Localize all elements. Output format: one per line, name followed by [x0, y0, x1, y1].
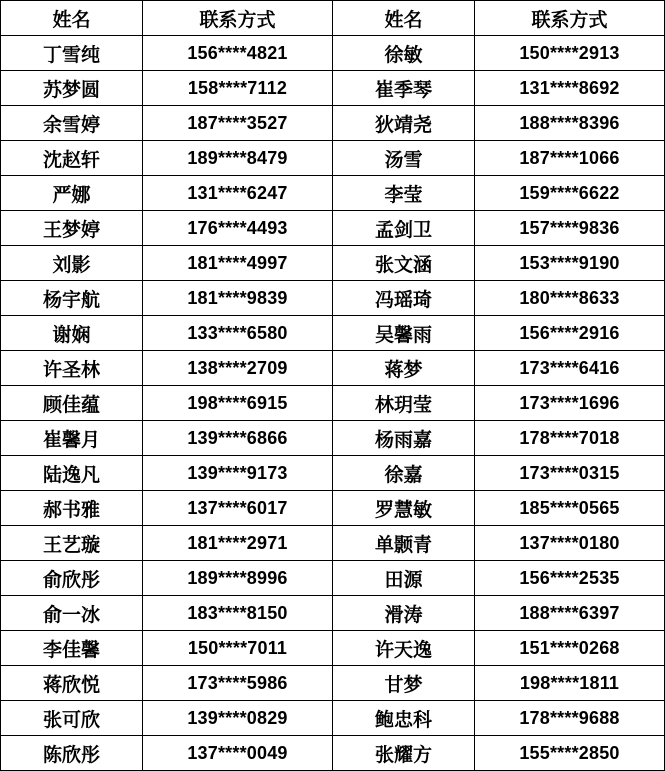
table-row	[1, 526, 665, 561]
table-row	[1, 211, 665, 246]
cell-contact: 138****2709	[143, 351, 333, 386]
cell-name: 顾佳蕴	[1, 386, 143, 421]
cell-name: 林玥莹	[333, 386, 475, 421]
cell-contact: 189****8479	[143, 141, 333, 176]
cell-name: 李佳馨	[1, 631, 143, 666]
table-row	[1, 281, 665, 316]
cell-name: 甘梦	[333, 666, 475, 701]
cell-name: 杨宇航	[1, 281, 143, 316]
cell-contact: 131****8692	[475, 71, 665, 106]
cell-contact: 189****8996	[143, 561, 333, 596]
cell-contact: 187****1066	[475, 141, 665, 176]
cell-contact: 150****2913	[475, 36, 665, 71]
cell-contact: 180****8633	[475, 281, 665, 316]
table-row	[1, 106, 665, 141]
cell-contact: 178****7018	[475, 421, 665, 456]
cell-name: 徐嘉	[333, 456, 475, 491]
cell-name: 汤雪	[333, 141, 475, 176]
table-row	[1, 701, 665, 736]
cell-name: 张文涵	[333, 246, 475, 281]
table-row	[1, 36, 665, 71]
cell-contact: 139****6866	[143, 421, 333, 456]
table-header-row	[1, 1, 665, 36]
column-header-name-2: 姓名	[333, 1, 475, 36]
cell-name: 严娜	[1, 176, 143, 211]
table-body	[1, 36, 665, 771]
cell-contact: 133****6580	[143, 316, 333, 351]
cell-contact: 158****7112	[143, 71, 333, 106]
cell-contact: 188****6397	[475, 596, 665, 631]
table-row	[1, 456, 665, 491]
table-row	[1, 421, 665, 456]
cell-name: 崔季琴	[333, 71, 475, 106]
cell-contact: 181****2971	[143, 526, 333, 561]
table-row	[1, 736, 665, 771]
cell-name: 李莹	[333, 176, 475, 211]
cell-name: 谢娴	[1, 316, 143, 351]
cell-contact: 181****9839	[143, 281, 333, 316]
cell-contact: 156****2916	[475, 316, 665, 351]
cell-contact: 198****1811	[475, 666, 665, 701]
cell-contact: 178****9688	[475, 701, 665, 736]
cell-name: 刘影	[1, 246, 143, 281]
cell-contact: 198****6915	[143, 386, 333, 421]
cell-contact: 156****4821	[143, 36, 333, 71]
cell-name: 孟剑卫	[333, 211, 475, 246]
cell-name: 丁雪纯	[1, 36, 143, 71]
cell-contact: 150****7011	[143, 631, 333, 666]
table-row	[1, 246, 665, 281]
cell-name: 杨雨嘉	[333, 421, 475, 456]
cell-name: 崔馨月	[1, 421, 143, 456]
table-row	[1, 491, 665, 526]
cell-name: 张耀方	[333, 736, 475, 771]
cell-name: 苏梦圆	[1, 71, 143, 106]
table-row	[1, 71, 665, 106]
cell-name: 滑涛	[333, 596, 475, 631]
cell-contact: 151****0268	[475, 631, 665, 666]
table-row	[1, 386, 665, 421]
cell-contact: 137****6017	[143, 491, 333, 526]
cell-name: 俞一冰	[1, 596, 143, 631]
cell-name: 田源	[333, 561, 475, 596]
table-row	[1, 561, 665, 596]
cell-name: 陈欣彤	[1, 736, 143, 771]
cell-contact: 156****2535	[475, 561, 665, 596]
cell-name: 陆逸凡	[1, 456, 143, 491]
cell-contact: 137****0049	[143, 736, 333, 771]
cell-name: 罗慧敏	[333, 491, 475, 526]
table-row	[1, 351, 665, 386]
table-row	[1, 631, 665, 666]
table-row	[1, 596, 665, 631]
table-row	[1, 666, 665, 701]
column-header-contact-2: 联系方式	[475, 1, 665, 36]
table-row	[1, 316, 665, 351]
cell-contact: 183****8150	[143, 596, 333, 631]
cell-contact: 137****0180	[475, 526, 665, 561]
cell-name: 徐敏	[333, 36, 475, 71]
column-header-name-1: 姓名	[1, 1, 143, 36]
cell-name: 蒋梦	[333, 351, 475, 386]
cell-name: 狄靖尧	[333, 106, 475, 141]
cell-name: 吴馨雨	[333, 316, 475, 351]
cell-name: 蒋欣悦	[1, 666, 143, 701]
cell-contact: 173****5986	[143, 666, 333, 701]
cell-name: 鲍忠科	[333, 701, 475, 736]
cell-name: 冯瑶琦	[333, 281, 475, 316]
cell-contact: 139****9173	[143, 456, 333, 491]
cell-name: 王艺璇	[1, 526, 143, 561]
column-header-contact-1: 联系方式	[143, 1, 333, 36]
cell-contact: 131****6247	[143, 176, 333, 211]
cell-contact: 188****8396	[475, 106, 665, 141]
cell-contact: 173****6416	[475, 351, 665, 386]
cell-contact: 173****0315	[475, 456, 665, 491]
table-row	[1, 176, 665, 211]
cell-contact: 139****0829	[143, 701, 333, 736]
cell-contact: 157****9836	[475, 211, 665, 246]
cell-name: 单颢青	[333, 526, 475, 561]
table-row	[1, 141, 665, 176]
cell-contact: 185****0565	[475, 491, 665, 526]
cell-contact: 176****4493	[143, 211, 333, 246]
cell-contact: 181****4997	[143, 246, 333, 281]
table-header	[1, 1, 665, 36]
cell-name: 俞欣彤	[1, 561, 143, 596]
cell-name: 王梦婷	[1, 211, 143, 246]
cell-contact: 153****9190	[475, 246, 665, 281]
cell-name: 沈赵轩	[1, 141, 143, 176]
cell-name: 许圣林	[1, 351, 143, 386]
cell-name: 余雪婷	[1, 106, 143, 141]
cell-name: 许天逸	[333, 631, 475, 666]
cell-contact: 155****2850	[475, 736, 665, 771]
cell-name: 张可欣	[1, 701, 143, 736]
cell-name: 郝书雅	[1, 491, 143, 526]
cell-contact: 159****6622	[475, 176, 665, 211]
cell-contact: 187****3527	[143, 106, 333, 141]
cell-contact: 173****1696	[475, 386, 665, 421]
